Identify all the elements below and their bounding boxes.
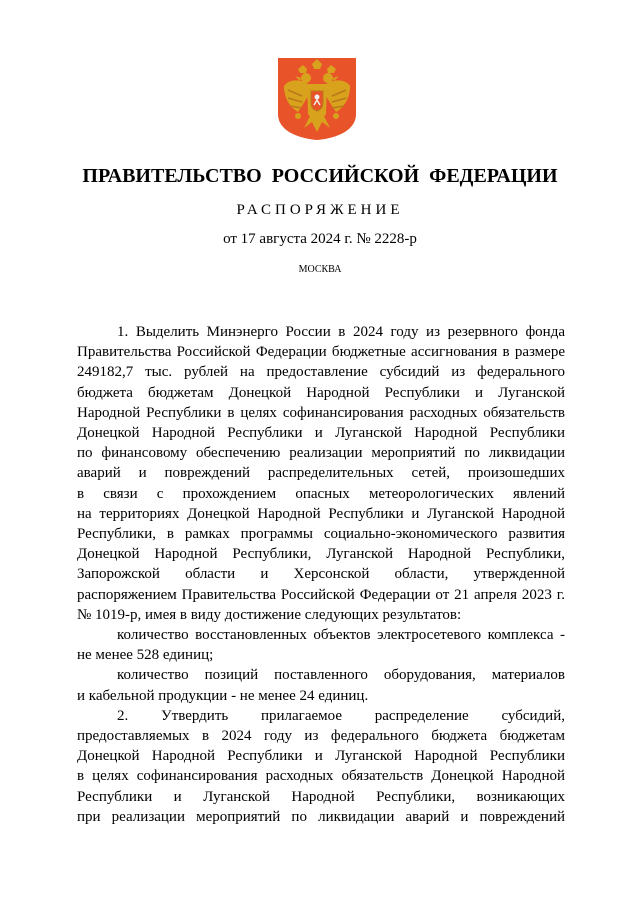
body-line: в целях софинансирования расходных обязательств Донецкой Народной: [77, 768, 565, 785]
document-body: [77, 322, 565, 827]
body-line: Запорожской области и Херсонской области, утвержденной: [77, 566, 565, 583]
body-line: Донецкой Народной Республики, Луганской Народной Республики,: [77, 546, 565, 563]
body-line: аварий и повреждений распределительных сетей, произошедших: [77, 465, 565, 482]
body-line: количество позиций поставленного оборудования, материалов: [117, 667, 565, 684]
body-line: Донецкой Народной Республики и Луганской Народной Республики: [77, 748, 565, 765]
city-name: МОСКВА: [298, 264, 342, 275]
document-type: РАСПОРЯЖЕНИЕ: [236, 202, 404, 218]
body-line: не менее 528 единиц;: [77, 647, 214, 664]
body-line: количество восстановленных объектов электросетевого комплекса -: [117, 627, 565, 644]
document-date-number: от 17 августа 2024 г. № 2228-р: [223, 231, 417, 247]
body-line: Республики, в рамках программы социально-экономического развития: [77, 526, 565, 543]
body-line: Донецкой Народной Республики и Луганской Народной Республики: [77, 425, 565, 442]
body-line: 2. Утвердить прилагаемое распределение субсидий,: [117, 707, 565, 724]
body-line: распоряжением Правительства Российской Федерации от 21 апреля 2023 г.: [77, 586, 565, 603]
body-line: предоставляемых в 2024 году из федерального бюджета бюджетам: [77, 728, 565, 745]
body-line: и кабельной продукции - не менее 24 единиц.: [77, 687, 369, 704]
body-line: бюджета бюджетам Донецкой Народной Республики и Луганской: [77, 384, 565, 401]
coat-of-arms-icon: [276, 56, 358, 142]
body-line: в связи с прохождением опасных метеорологических явлений: [77, 485, 565, 502]
government-title: ПРАВИТЕЛЬСТВО РОССИЙСКОЙ ФЕДЕРАЦИИ: [82, 165, 558, 187]
body-line: 1. Выделить Минэнерго России в 2024 году из резервного фонда: [117, 324, 565, 340]
body-line: на территориях Донецкой Народной Республики и Луганской Народной: [77, 505, 565, 522]
body-line: при реализации мероприятий по ликвидации аварий и повреждений: [77, 808, 565, 825]
body-line: Республики и Луганской Народной Республики, возникающих: [77, 788, 565, 805]
body-line: № 1019-р, имея в виду достижение следующих результатов:: [77, 606, 462, 623]
body-line: Правительства Российской Федерации бюджетные ассигнования в размере: [77, 344, 565, 361]
body-line: Народной Республики в целях софинансирования расходных обязательств: [77, 404, 565, 421]
body-line: по финансовому обеспечению реализации мероприятий по ликвидации: [77, 445, 565, 462]
body-line: 249182,7 тыс. рублей на предоставление субсидий из федерального: [77, 364, 565, 381]
